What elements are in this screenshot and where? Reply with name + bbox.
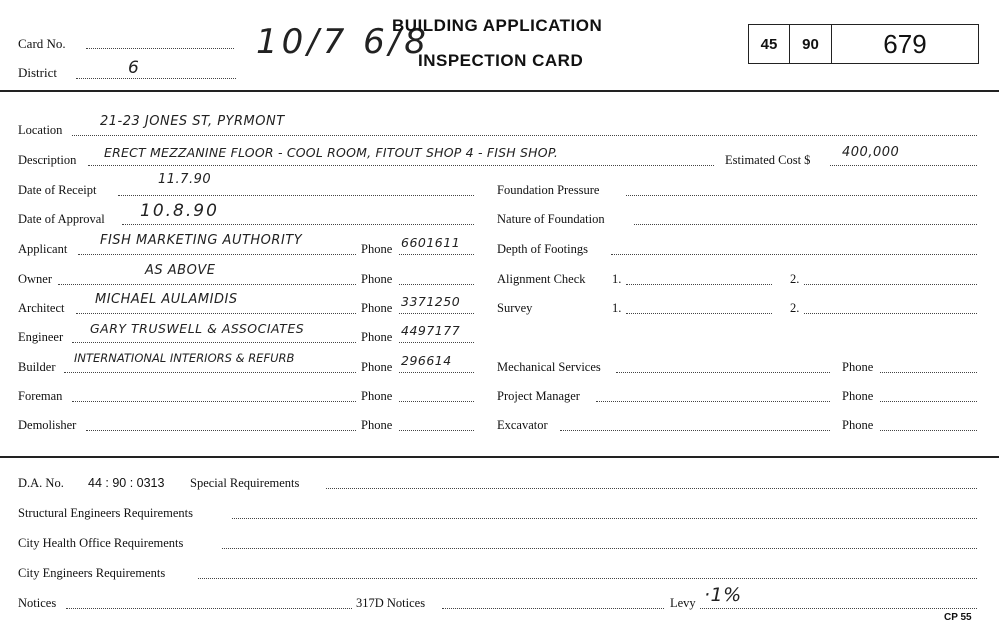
applicant-phone: 6601611 [401,235,461,250]
owner-label: Owner [18,272,53,286]
engineer-phone-label: Phone [361,330,393,344]
survey-num-1: 1. [612,301,622,315]
owner-phone-label: Phone [361,272,393,286]
da-no-label: D.A. No. [18,476,64,490]
foundation-pressure-line [626,195,977,196]
date-stamp: 10/7 6/8 [256,22,430,62]
excavator-phone-line [880,430,977,431]
alignment-check-label: Alignment Check [497,272,586,286]
architect-phone-label: Phone [361,301,393,315]
district-line [76,78,236,79]
code-box-3 [831,24,979,64]
mechanical-phone-label: Phone [842,360,874,374]
applicant-line [78,254,356,255]
engineer-value: GARY TRUSWELL & ASSOCIATES [90,321,305,336]
nature-foundation-label: Nature of Foundation [497,212,605,226]
engineer-phone-line [399,342,474,343]
excavator-phone-label: Phone [842,418,874,432]
engineer-label: Engineer [18,330,64,344]
district-value: 6 [128,58,140,78]
architect-label: Architect [18,301,65,315]
builder-line [64,372,356,373]
excavator-line [560,430,830,431]
code-box-2-text: 90 [802,35,819,53]
special-requirements-label: Special Requirements [190,476,300,490]
architect-phone: 3371250 [401,294,461,309]
survey-label: Survey [497,301,533,315]
applicant-phone-line [399,254,474,255]
form-code: CP 55 [944,612,972,623]
da-no-value: 44 : 90 : 0313 [88,476,165,490]
location-label: Location [18,123,63,137]
architect-value: MICHAEL AULAMIDIS [95,292,238,307]
date-approval-label: Date of Approval [18,212,105,226]
alignment-num-1: 1. [612,272,622,286]
title-line-2: INSPECTION CARD [418,51,584,70]
city-engineers-requirements-line [198,578,977,579]
foundation-pressure-label: Foundation Pressure [497,183,600,197]
notices-label: Notices [18,596,57,610]
structural-requirements-line [232,518,977,519]
applicant-value: FISH MARKETING AUTHORITY [100,233,303,248]
owner-value: AS ABOVE [145,263,216,278]
project-manager-phone-label: Phone [842,389,874,403]
city-engineers-requirements-label: City Engineers Requirements [18,566,166,580]
owner-phone-line [399,284,474,285]
engineer-phone: 4497177 [401,323,461,338]
date-approval-line [122,224,474,225]
demolisher-phone-label: Phone [361,418,393,432]
district-label: District [18,65,57,80]
mechanical-line [616,372,830,373]
special-requirements-line [326,488,977,489]
mechanical-phone-line [880,372,977,373]
title-line-1: BUILDING APPLICATION [392,16,603,35]
survey-num-2: 2. [790,301,800,315]
notices-line [66,608,352,609]
alignment-num-2: 2. [790,272,800,286]
date-receipt-line [118,195,474,196]
depth-footings-line [611,254,977,255]
applicant-phone-label: Phone [361,242,393,256]
owner-line [58,284,356,285]
alignment-line-2 [804,284,977,285]
health-requirements-label: City Health Office Requirements [18,536,184,550]
foreman-phone-label: Phone [361,389,393,403]
description-line [88,165,714,166]
survey-line-2 [804,313,977,314]
builder-phone-line [399,372,474,373]
levy-label: Levy [670,596,696,610]
levy-value: ·1% [704,584,742,606]
description-value: ERECT MEZZANINE FLOOR - COOL ROOM, FITOUT SHOP 4 - FISH SHOP. [104,145,559,160]
project-manager-label: Project Manager [497,389,580,403]
estimated-cost-line [830,165,977,166]
notices-317d-line [442,608,664,609]
depth-footings-label: Depth of Footings [497,242,588,256]
health-requirements-line [222,548,977,549]
builder-phone-label: Phone [361,360,393,374]
notices-317d-label: 317D Notices [356,596,426,610]
nature-foundation-line [634,224,977,225]
code-box-2 [789,24,832,64]
levy-line [700,608,977,609]
location-value: 21-23 JONES ST, PYRMONT [100,114,285,129]
survey-line-1 [626,313,772,314]
builder-phone: 296614 [401,353,452,368]
foreman-line [72,401,356,402]
project-manager-line [596,401,830,402]
code-box-1 [748,24,790,64]
card-no-line [86,48,234,49]
foreman-phone-line [399,401,474,402]
code-box-3-text: 679 [883,28,927,59]
requirements-divider [0,456,999,458]
architect-line [76,313,356,314]
builder-value: INTERNATIONAL INTERIORS & REFURB [74,351,295,365]
estimated-cost-value: 400,000 [842,145,900,160]
estimated-cost-label: Estimated Cost $ [725,153,811,167]
demolisher-label: Demolisher [18,418,77,432]
alignment-line-1 [626,284,772,285]
architect-phone-line [399,313,474,314]
date-receipt-label: Date of Receipt [18,183,97,197]
applicant-label: Applicant [18,242,68,256]
header-divider [0,90,999,92]
structural-requirements-label: Structural Engineers Requirements [18,506,193,520]
mechanical-label: Mechanical Services [497,360,601,374]
date-approval-value: 10.8.90 [140,201,219,221]
demolisher-line [86,430,356,431]
card-no-label: Card No. [18,36,66,51]
code-box-1-text: 45 [760,35,778,53]
project-manager-phone-line [880,401,977,402]
demolisher-phone-line [399,430,474,431]
builder-label: Builder [18,360,56,374]
description-label: Description [18,153,77,167]
date-receipt-value: 11.7.90 [158,172,212,187]
excavator-label: Excavator [497,418,548,432]
engineer-line [72,342,356,343]
location-line [72,135,977,136]
foreman-label: Foreman [18,389,63,403]
